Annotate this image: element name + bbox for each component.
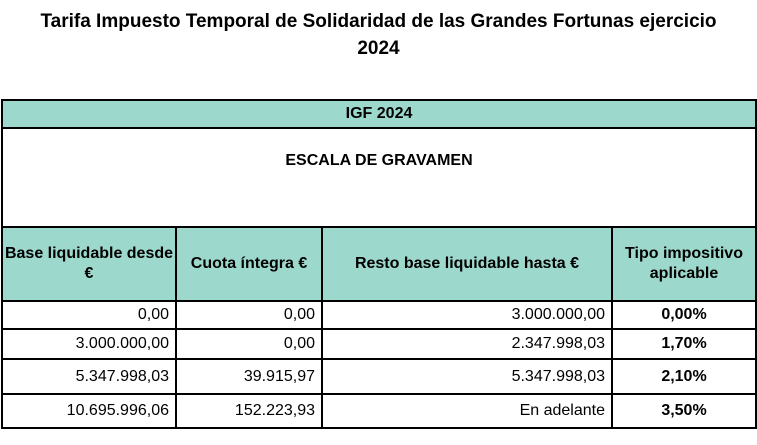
cell-cuota: 0,00 — [176, 301, 322, 329]
page-title-line-2: 2024 — [357, 38, 400, 59]
table-row — [2, 301, 756, 329]
cell-cuota: 152.223,93 — [176, 394, 322, 428]
cell-resto: 2.347.998,03 — [322, 329, 612, 359]
column-header-resto: Resto base liquidable hasta € — [322, 227, 612, 301]
cell-cuota: 39.915,97 — [176, 359, 322, 394]
cell-resto: En adelante — [322, 394, 612, 428]
cell-cuota: 0,00 — [176, 329, 322, 359]
column-header-tipo: Tipo impositivo aplicable — [612, 227, 756, 301]
cell-tipo: 0,00% — [612, 301, 756, 329]
cell-base: 10.695.996,06 — [2, 394, 176, 428]
table-caption: IGF 2024 — [2, 100, 756, 128]
column-header-cuota: Cuota íntegra € — [176, 227, 322, 301]
cell-resto: 5.347.998,03 — [322, 359, 612, 394]
cell-resto: 3.000.000,00 — [322, 301, 612, 329]
cell-tipo: 2,10% — [612, 359, 756, 394]
cell-base: 0,00 — [2, 301, 176, 329]
section-heading-text: ESCALA DE GRAVAMEN — [285, 152, 473, 169]
cell-base: 5.347.998,03 — [2, 359, 176, 394]
tax-rate-table — [1, 99, 757, 429]
cell-tipo: 1,70% — [612, 329, 756, 359]
column-header-base: Base liquidable desde € — [2, 227, 176, 301]
table-row — [2, 359, 756, 394]
page-title — [0, 8, 757, 62]
table-row — [2, 329, 756, 359]
section-heading — [2, 128, 756, 227]
table-row — [2, 394, 756, 428]
cell-tipo: 3,50% — [612, 394, 756, 428]
cell-base: 3.000.000,00 — [2, 329, 176, 359]
page-title-line-1: Tarifa Impuesto Temporal de Solidaridad de las Grandes Fortunas ejercicio — [40, 11, 717, 32]
